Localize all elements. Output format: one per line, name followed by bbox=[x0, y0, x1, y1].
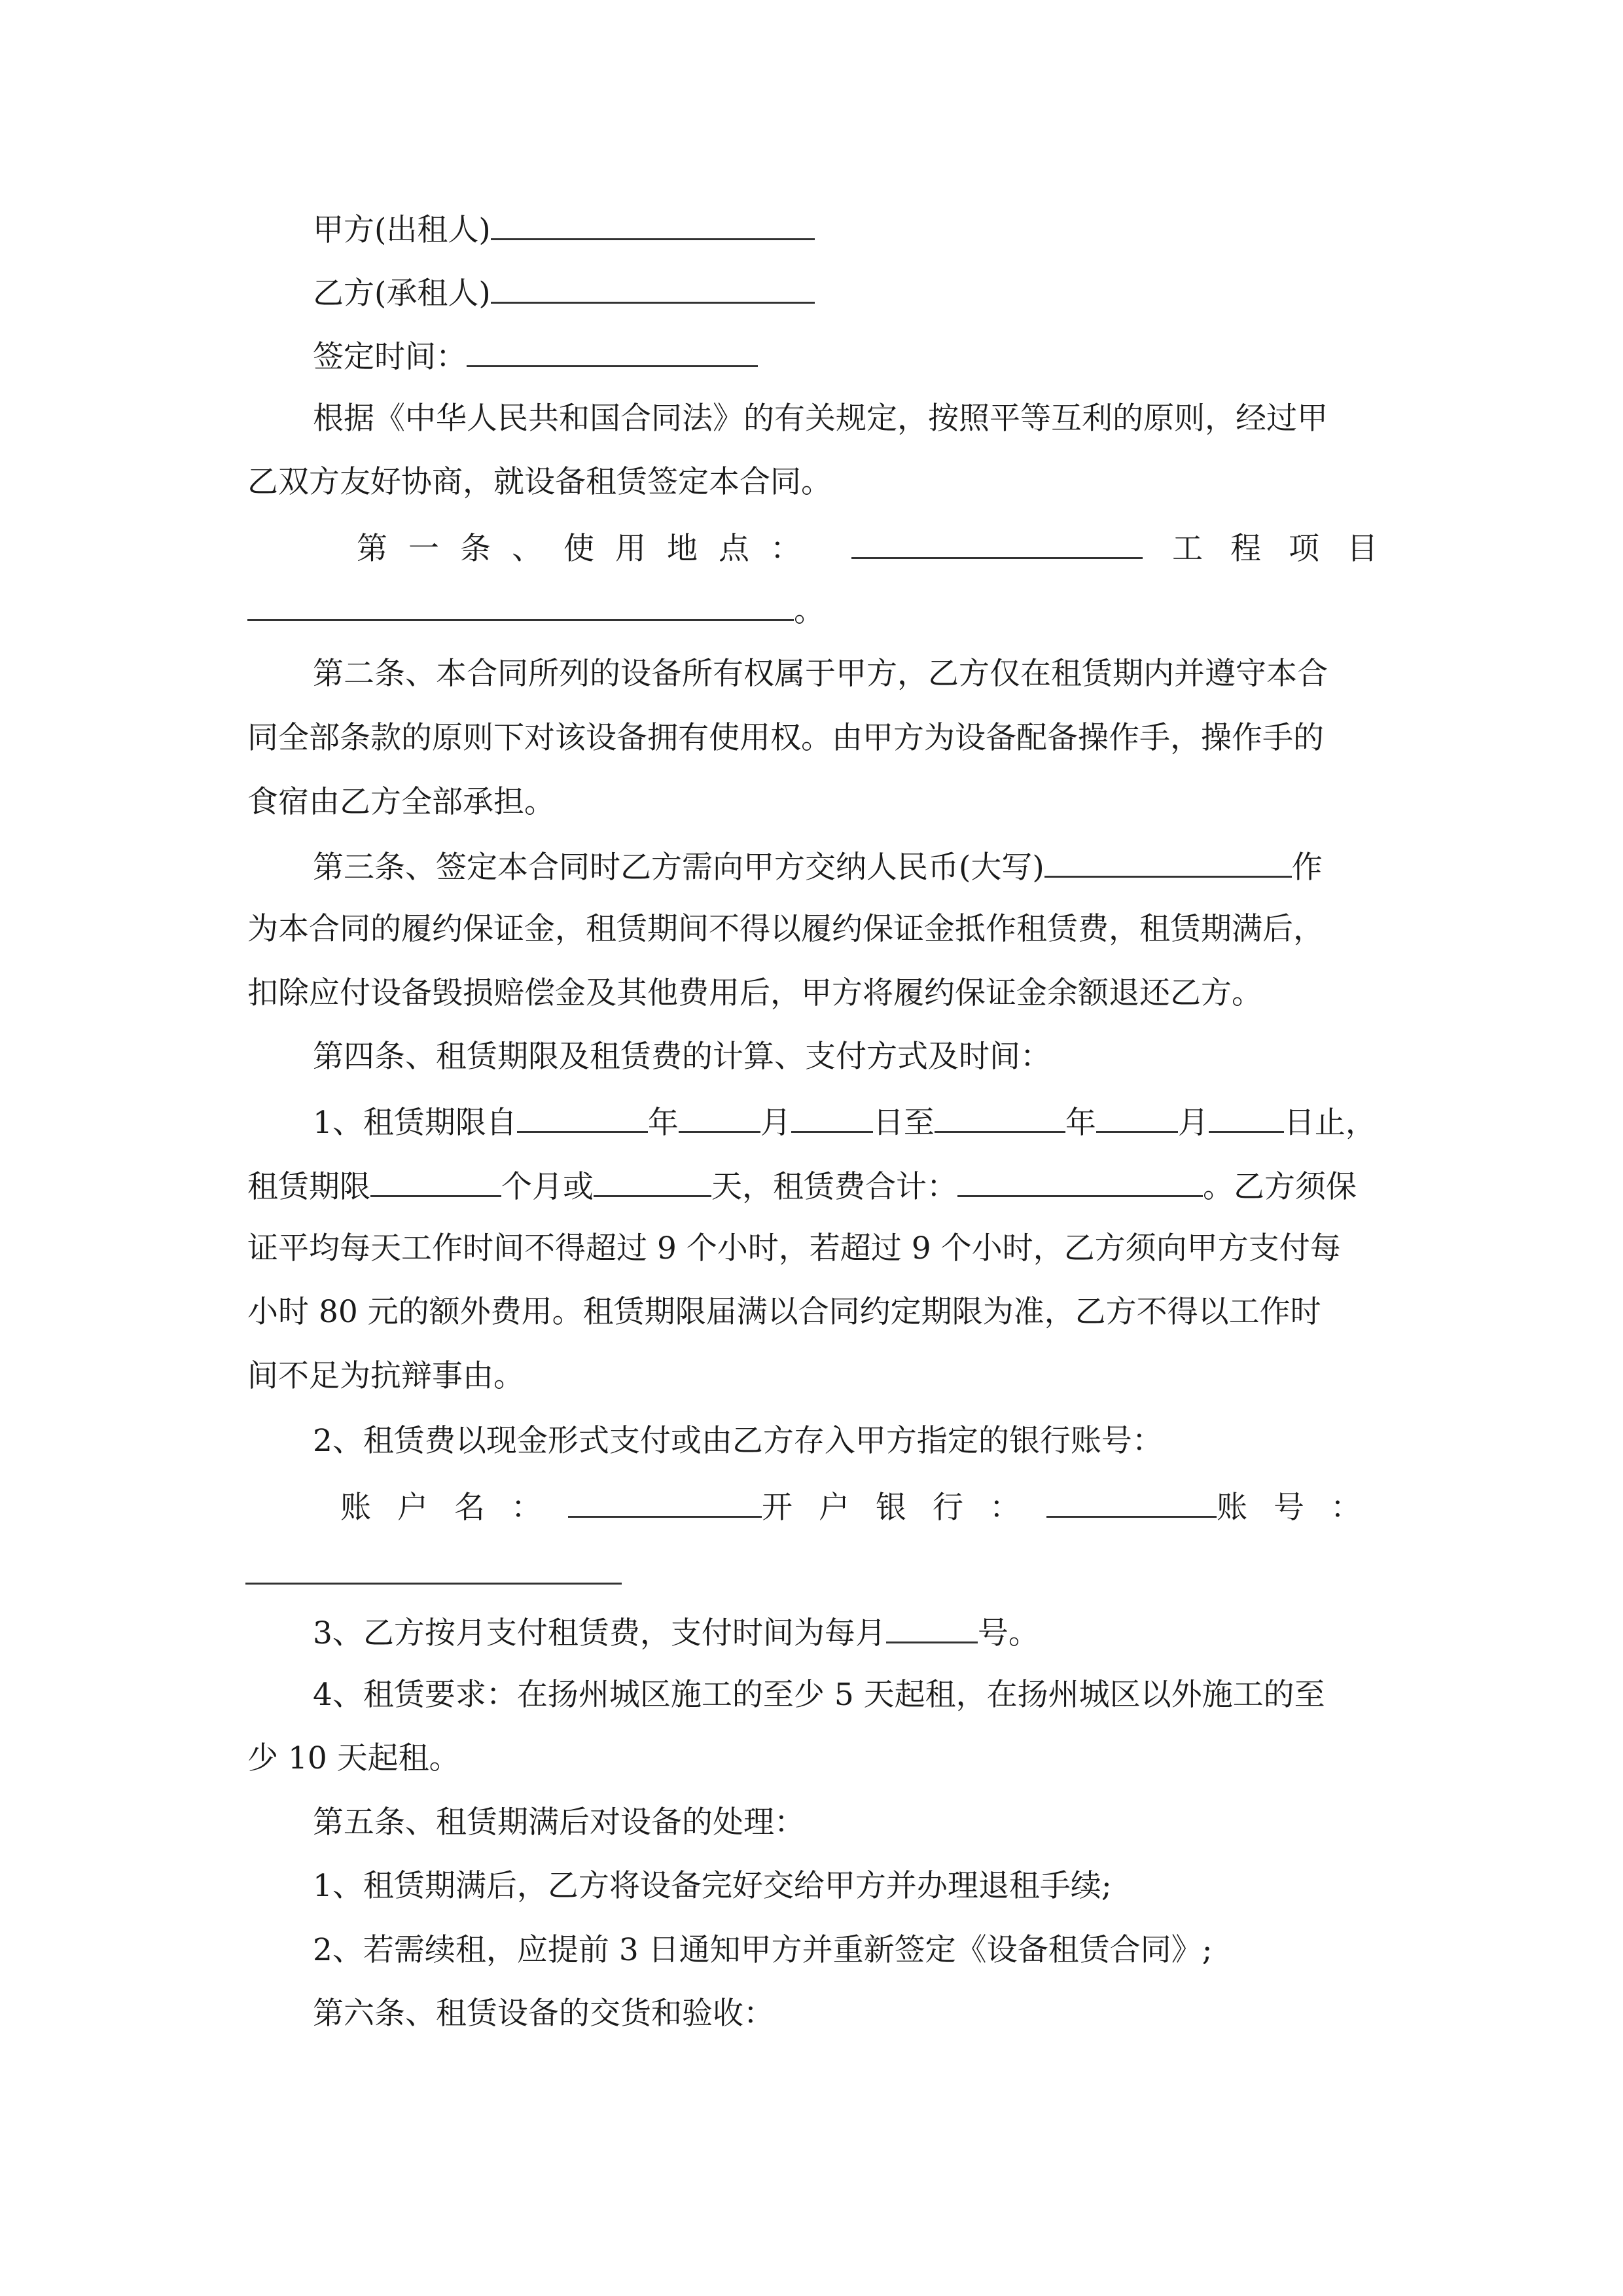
article-1-label: 第一条、使用地点： bbox=[357, 531, 822, 567]
article-5-1-line: 1、租赁期满后，乙方将设备完好交给甲方并办理退租手续; bbox=[313, 1868, 1112, 1904]
sign-time-blank bbox=[467, 335, 758, 367]
rental-term-label: 租赁期限 bbox=[247, 1169, 370, 1205]
year-label-2: 年 bbox=[1065, 1105, 1096, 1141]
article-4-1-line-4: 小时 80 元的额外费用。租赁期限届满以合同约定期限为准，乙方不得以工作时 bbox=[247, 1294, 1321, 1330]
bank-label: 开户银行： bbox=[762, 1490, 1046, 1526]
start-year-blank bbox=[517, 1101, 648, 1133]
article-2-line-1: 第二条、本合同所列的设备所有权属于甲方，乙方仅在租赁期内并遵守本合 bbox=[313, 656, 1328, 692]
party-a-line bbox=[313, 208, 815, 247]
article-3-continue: 作 bbox=[1291, 850, 1323, 886]
article-1-project-blank bbox=[247, 589, 794, 621]
bank-info-line bbox=[340, 1486, 1387, 1526]
article-1-end: 。 bbox=[794, 593, 825, 629]
party-a-label: 甲方(出租人) bbox=[313, 212, 491, 248]
party-b-label: 乙方(承租人) bbox=[313, 276, 491, 312]
day-to-label: 日至 bbox=[872, 1105, 935, 1141]
deposit-amount-blank bbox=[1044, 846, 1292, 878]
start-day-blank bbox=[791, 1101, 873, 1133]
party-b-blank bbox=[491, 272, 815, 304]
article-3-line-2: 为本合同的履约保证金，租赁期间不得以履约保证金抵作租赁费，租赁期满后， bbox=[247, 911, 1324, 947]
account-number-blank bbox=[245, 1583, 622, 1585]
account-no-label: 账号： bbox=[1217, 1490, 1387, 1526]
article-4-1-line-1 bbox=[313, 1101, 1376, 1140]
months-or-label: 个月或 bbox=[501, 1169, 594, 1205]
payment-day-blank bbox=[886, 1611, 978, 1643]
sign-time-label: 签定时间： bbox=[313, 339, 467, 375]
months-blank bbox=[370, 1165, 501, 1197]
end-day-blank bbox=[1209, 1101, 1284, 1133]
article-4-3-end: 号。 bbox=[977, 1615, 1039, 1651]
start-month-blank bbox=[679, 1101, 760, 1133]
rental-period-from: 1、租赁期限自 bbox=[313, 1105, 517, 1141]
year-label: 年 bbox=[647, 1105, 679, 1141]
article-4-1-line-3: 证平均每天工作时间不得超过 9 个小时，若超过 9 个小时，乙方须向甲方支付每 bbox=[247, 1230, 1341, 1266]
article-4-4-line-2: 少 10 天起租。 bbox=[247, 1740, 460, 1776]
article-1-project-line bbox=[247, 589, 825, 628]
total-rent-label: 天，租赁费合计： bbox=[711, 1169, 957, 1205]
end-year-blank bbox=[935, 1101, 1065, 1133]
article-2-line-3: 食宿由乙方全部承担。 bbox=[247, 784, 555, 820]
article-5-title: 第五条、租赁期满后对设备的处理： bbox=[313, 1804, 805, 1840]
article-5-2-line: 2、若需续租，应提前 3 日通知甲方并重新签定《设备租赁合同》; bbox=[313, 1932, 1213, 1968]
article-4-title: 第四条、租赁期限及租赁费的计算、支付方式及时间： bbox=[313, 1039, 1051, 1075]
month-label-2: 月 bbox=[1177, 1105, 1209, 1141]
article-3-text: 第三条、签定本合同时乙方需向甲方交纳人民币(大写) bbox=[313, 850, 1044, 886]
account-name-label: 账户名： bbox=[340, 1490, 568, 1526]
article-2-line-2: 同全部条款的原则下对该设备拥有使用权。由甲方为设备配备操作手，操作手的 bbox=[247, 720, 1324, 756]
bank-blank bbox=[1046, 1486, 1217, 1518]
article-3-line-1 bbox=[313, 846, 1323, 885]
article-4-1-line-2 bbox=[247, 1165, 1357, 1204]
article-1-line bbox=[357, 527, 1405, 567]
month-label: 月 bbox=[760, 1105, 791, 1141]
party-b-line bbox=[313, 272, 815, 311]
preamble-line-1: 根据《中华人民共和国合同法》的有关规定，按照平等互利的原则，经过甲 bbox=[313, 401, 1328, 437]
end-month-blank bbox=[1096, 1101, 1178, 1133]
article-4-1-line-5: 间不足为抗辩事由。 bbox=[247, 1358, 524, 1394]
article-3-line-3: 扣除应付设备毁损赔偿金及其他费用后，甲方将履约保证金余额退还乙方。 bbox=[247, 975, 1262, 1011]
party-a-blank bbox=[491, 208, 815, 240]
account-name-blank bbox=[568, 1486, 762, 1518]
article-4-3-line bbox=[313, 1611, 1039, 1651]
sign-time-line bbox=[313, 335, 758, 374]
total-rent-blank bbox=[957, 1165, 1203, 1197]
article-1-project-label: 工程项目 bbox=[1172, 531, 1405, 567]
article-1-location-blank bbox=[851, 527, 1143, 559]
days-blank bbox=[594, 1165, 711, 1197]
article-4-3-text: 3、乙方按月支付租赁费，支付时间为每月 bbox=[313, 1615, 886, 1651]
article-4-2-line: 2、租赁费以现金形式支付或由乙方存入甲方指定的银行账号： bbox=[313, 1423, 1163, 1459]
article-4-1-continue: 。乙方须保 bbox=[1203, 1169, 1357, 1205]
article-6-title: 第六条、租赁设备的交货和验收： bbox=[313, 1996, 774, 2032]
article-4-4-line-1: 4、租赁要求：在扬州城区施工的至少 5 天起租，在扬州城区以外施工的至 bbox=[313, 1677, 1325, 1713]
preamble-line-2: 乙双方友好协商，就设备租赁签定本合同。 bbox=[247, 464, 832, 500]
day-end-label: 日止， bbox=[1283, 1105, 1376, 1141]
